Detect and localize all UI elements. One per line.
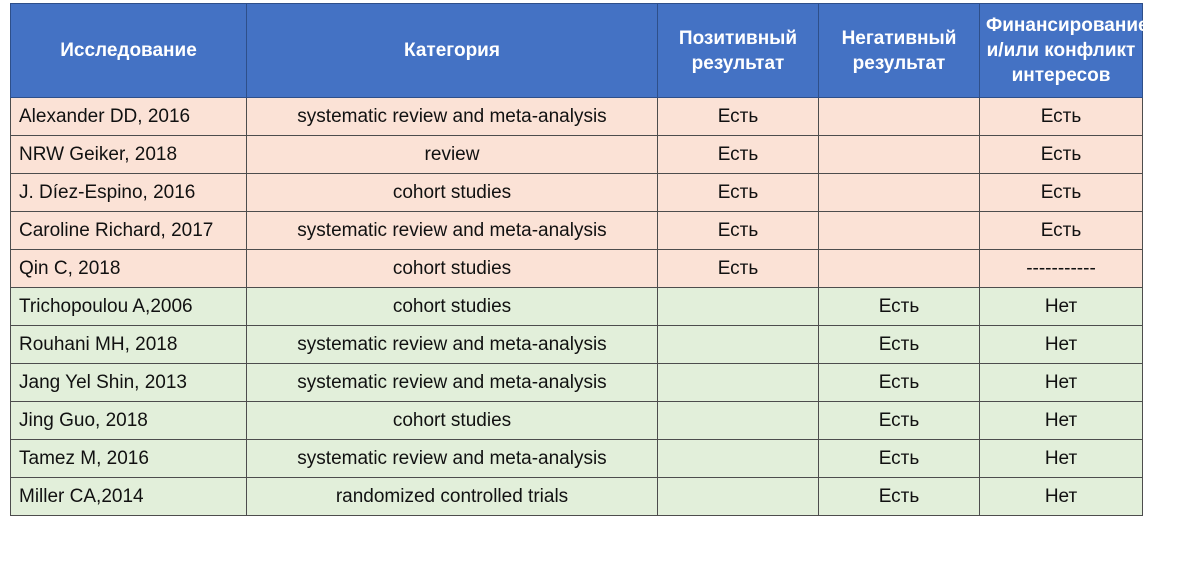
category-cell: cohort studies <box>247 174 658 212</box>
table-row <box>11 98 1143 136</box>
table-row <box>11 212 1143 250</box>
positive-result-cell: Есть <box>658 136 819 174</box>
negative-result-cell: Есть <box>819 326 980 364</box>
negative-result-cell <box>819 212 980 250</box>
study-cell: Caroline Richard, 2017 <box>11 212 247 250</box>
positive-result-cell: Есть <box>658 250 819 288</box>
category-cell: systematic review and meta-analysis <box>247 440 658 478</box>
study-cell: Jing Guo, 2018 <box>11 402 247 440</box>
funding-cell: Есть <box>980 212 1143 250</box>
study-cell: Tamez M, 2016 <box>11 440 247 478</box>
funding-cell: Есть <box>980 174 1143 212</box>
positive-result-cell: Есть <box>658 212 819 250</box>
funding-cell: Есть <box>980 136 1143 174</box>
negative-result-cell: Есть <box>819 440 980 478</box>
funding-cell: Нет <box>980 478 1143 516</box>
positive-result-cell <box>658 478 819 516</box>
category-cell: review <box>247 136 658 174</box>
category-cell: systematic review and meta-analysis <box>247 364 658 402</box>
study-cell: Qin C, 2018 <box>11 250 247 288</box>
study-cell: Jang Yel Shin, 2013 <box>11 364 247 402</box>
table-row <box>11 250 1143 288</box>
negative-result-cell: Есть <box>819 364 980 402</box>
category-cell: cohort studies <box>247 250 658 288</box>
table-row <box>11 402 1143 440</box>
category-cell: cohort studies <box>247 288 658 326</box>
table-row <box>11 440 1143 478</box>
study-cell: J. Díez-Espino, 2016 <box>11 174 247 212</box>
funding-cell: Нет <box>980 402 1143 440</box>
studies-table <box>10 3 1149 516</box>
positive-result-cell: Есть <box>658 174 819 212</box>
negative-result-cell: Есть <box>819 402 980 440</box>
funding-cell: Нет <box>980 440 1143 478</box>
header-category: Категория <box>247 4 658 98</box>
study-cell: Alexander DD, 2016 <box>11 98 247 136</box>
positive-result-cell <box>658 440 819 478</box>
positive-result-cell <box>658 326 819 364</box>
negative-result-cell <box>819 136 980 174</box>
study-cell: Miller CA,2014 <box>11 478 247 516</box>
header-negative-result: Негативный результат <box>819 4 980 98</box>
category-cell: systematic review and meta-analysis <box>247 98 658 136</box>
category-cell: systematic review and meta-analysis <box>247 326 658 364</box>
negative-result-cell <box>819 174 980 212</box>
table-header <box>11 4 1149 98</box>
study-cell: Trichopoulou A,2006 <box>11 288 247 326</box>
negative-result-cell <box>819 250 980 288</box>
header-study: Исследование <box>11 4 247 98</box>
positive-result-cell <box>658 364 819 402</box>
study-cell: NRW Geiker, 2018 <box>11 136 247 174</box>
header-row <box>11 4 1143 98</box>
positive-result-cell: Есть <box>658 98 819 136</box>
table-row <box>11 478 1143 516</box>
funding-cell: ----------- <box>980 250 1143 288</box>
header-funding-conflict: Финансирование и/или конфликт интересов <box>980 4 1143 98</box>
funding-cell: Есть <box>980 98 1143 136</box>
funding-cell: Нет <box>980 364 1143 402</box>
table-row <box>11 174 1143 212</box>
positive-result-cell <box>658 402 819 440</box>
positive-result-cell <box>658 288 819 326</box>
category-cell: cohort studies <box>247 402 658 440</box>
funding-cell: Нет <box>980 326 1143 364</box>
category-cell: randomized controlled trials <box>247 478 658 516</box>
table-row <box>11 288 1143 326</box>
study-cell: Rouhani MH, 2018 <box>11 326 247 364</box>
funding-cell: Нет <box>980 288 1143 326</box>
category-cell: systematic review and meta-analysis <box>247 212 658 250</box>
table-row <box>11 136 1143 174</box>
header-positive-result: Позитивный результат <box>658 4 819 98</box>
negative-result-cell: Есть <box>819 478 980 516</box>
negative-result-cell <box>819 98 980 136</box>
negative-result-cell: Есть <box>819 288 980 326</box>
table-row <box>11 326 1143 364</box>
table-row <box>11 364 1143 402</box>
table-body <box>11 98 1143 516</box>
